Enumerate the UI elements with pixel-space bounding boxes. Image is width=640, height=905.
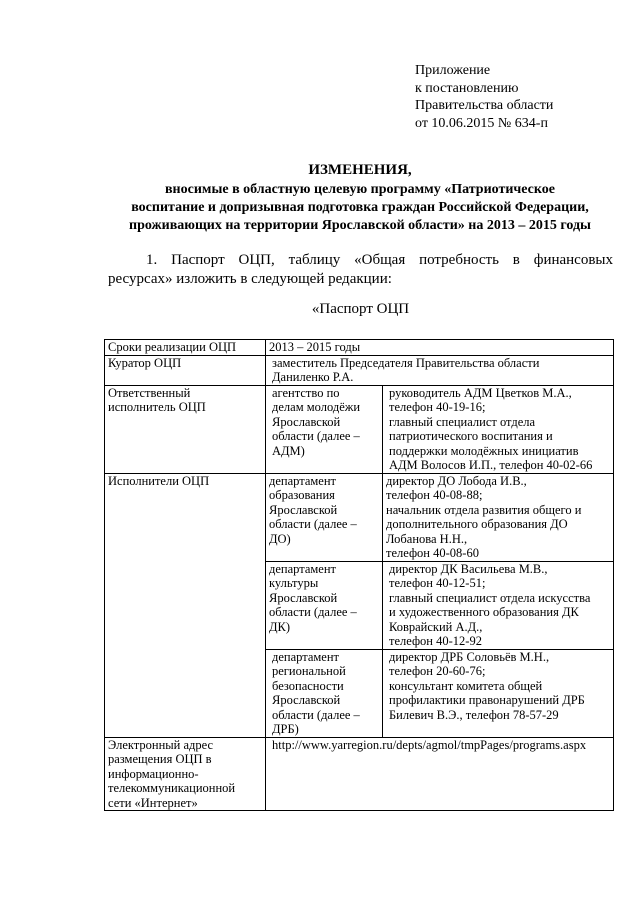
appendix-line: Правительства области bbox=[415, 98, 554, 113]
cell-line: директор ДК Васильева М.В., bbox=[389, 561, 548, 576]
cell-line: поддержки молодёжных инициатив bbox=[389, 443, 579, 458]
cell-line: делам молодёжи bbox=[272, 400, 361, 414]
cell-line: ДО) bbox=[269, 531, 291, 546]
cell-line: патриотического воспитания и bbox=[389, 429, 553, 443]
passport-heading: «Паспорт ОЦП bbox=[311, 301, 410, 317]
executor-contacts bbox=[383, 473, 614, 561]
cell-line: безопасности bbox=[272, 678, 344, 693]
curator-label: Куратор ОЦП bbox=[105, 355, 266, 385]
cell-line: начальник отдела развития общего и bbox=[386, 502, 582, 517]
cell-line: главный специалист отдела искусства bbox=[389, 590, 591, 605]
cell-line: области (далее – bbox=[272, 707, 360, 722]
cell-line: заместитель Председателя Правительства области bbox=[272, 355, 540, 370]
cell-line: телефон 40-12-92 bbox=[389, 634, 482, 648]
cell-line: Даниленко Р.А. bbox=[272, 370, 354, 384]
document-title: ИЗМЕНЕНИЯ, bbox=[308, 162, 412, 178]
executor-contacts bbox=[383, 561, 614, 649]
cell-line: культуры bbox=[269, 576, 319, 590]
terms-value: 2013 – 2015 годы bbox=[266, 340, 614, 356]
cell-line: телефон 20-60-76; bbox=[389, 664, 486, 678]
cell-line: ДРБ) bbox=[272, 722, 299, 736]
cell-line: телефон 40-19-16; bbox=[389, 400, 486, 414]
cell-line: Лобанова Н.Н., bbox=[386, 531, 468, 546]
cell-line: образования bbox=[269, 488, 335, 502]
appendix-line: от 10.06.2015 № 634-п bbox=[415, 115, 548, 131]
paragraph-line: ресурсах» изложить в следующей редакции: bbox=[108, 271, 392, 287]
cell-line: АДМ) bbox=[272, 443, 305, 458]
cell-line: департамент bbox=[269, 561, 337, 576]
cell-line: дополнительного образования ДО bbox=[386, 517, 568, 531]
responsible-contacts bbox=[383, 385, 614, 473]
cell-line: Ответственный bbox=[108, 385, 191, 400]
cell-line: Коврайский А.Д., bbox=[389, 619, 483, 634]
web-label bbox=[105, 737, 266, 811]
cell-line: региональной bbox=[272, 664, 346, 678]
cell-line: области (далее – bbox=[269, 605, 357, 619]
appendix-line: Приложение bbox=[415, 63, 491, 78]
table-row-executor-education bbox=[105, 473, 614, 561]
cell-line: департамент bbox=[272, 649, 340, 664]
cell-line: Электронный адрес bbox=[108, 737, 214, 752]
executor-org bbox=[266, 649, 383, 737]
cell-line: Ярославской bbox=[272, 414, 341, 429]
cell-line: ДК) bbox=[269, 619, 291, 634]
cell-line: департамент bbox=[269, 473, 337, 488]
executor-contacts bbox=[383, 649, 614, 737]
responsible-org bbox=[266, 385, 383, 473]
table-row-terms bbox=[105, 340, 614, 356]
appendix-note bbox=[415, 62, 553, 132]
subtitle-line: вносимые в областную целевую программу «Патриотическое bbox=[165, 182, 555, 197]
cell-line: главный специалист отдела bbox=[389, 414, 536, 429]
subtitle-line: воспитание и допризывная подготовка граждан Российской Федерации, bbox=[131, 200, 589, 215]
terms-label: Сроки реализации ОЦП bbox=[105, 340, 266, 356]
cell-line: Билевич В.Э., телефон 78-57-29 bbox=[389, 707, 559, 722]
cell-line: области (далее – bbox=[269, 517, 357, 531]
cell-line: сети «Интернет» bbox=[108, 795, 198, 810]
subtitle-line: проживающих на территории Ярославской области» на 2013 – 2015 годы bbox=[129, 218, 591, 233]
executor-org bbox=[266, 473, 383, 561]
cell-line: Ярославской bbox=[269, 590, 338, 605]
cell-line: профилактики правонарушений ДРБ bbox=[389, 693, 585, 707]
curator-value bbox=[266, 355, 614, 385]
cell-line: Ярославской bbox=[272, 693, 341, 707]
cell-line: агентство по bbox=[272, 385, 340, 400]
cell-line: телефон 40-08-88; bbox=[386, 488, 483, 502]
cell-line: телефон 40-08-60 bbox=[386, 546, 479, 560]
cell-line: директор ДРБ Соловьёв М.Н., bbox=[389, 649, 550, 664]
cell-line: АДМ Волосов И.П., телефон 40-02-66 bbox=[389, 458, 593, 472]
cell-line: области (далее – bbox=[272, 429, 360, 443]
appendix-line: к постановлению bbox=[415, 80, 519, 96]
cell-line: информационно- bbox=[108, 766, 199, 781]
web-address-link[interactable]: http://www.yarregion.ru/depts/agmol/tmpPages/programs.aspx bbox=[266, 737, 614, 811]
executors-label: Исполнители ОЦП bbox=[105, 473, 266, 737]
cell-line: телефон 40-12-51; bbox=[389, 576, 486, 590]
cell-line: Ярославской bbox=[269, 502, 338, 517]
executor-org bbox=[266, 561, 383, 649]
cell-line: телекоммуникационной bbox=[108, 781, 236, 795]
cell-line: руководитель АДМ Цветков М.А., bbox=[389, 385, 572, 400]
table-row-curator bbox=[105, 355, 614, 385]
passport-table bbox=[104, 339, 614, 811]
cell-line: консультант комитета общей bbox=[389, 678, 543, 693]
document-subtitle bbox=[100, 181, 620, 235]
cell-line: размещения ОЦП в bbox=[108, 752, 212, 766]
table-row-responsible bbox=[105, 385, 614, 473]
paragraph-line: 1. Паспорт ОЦП, таблицу «Общая потребность в финансовых bbox=[146, 252, 613, 268]
cell-line: директор ДО Лобода И.В., bbox=[386, 473, 527, 488]
responsible-label bbox=[105, 385, 266, 473]
intro-paragraph bbox=[108, 251, 613, 289]
table-row-web bbox=[105, 737, 614, 811]
cell-line: исполнитель ОЦП bbox=[108, 400, 206, 414]
cell-line: и художественного образования ДК bbox=[389, 605, 579, 619]
